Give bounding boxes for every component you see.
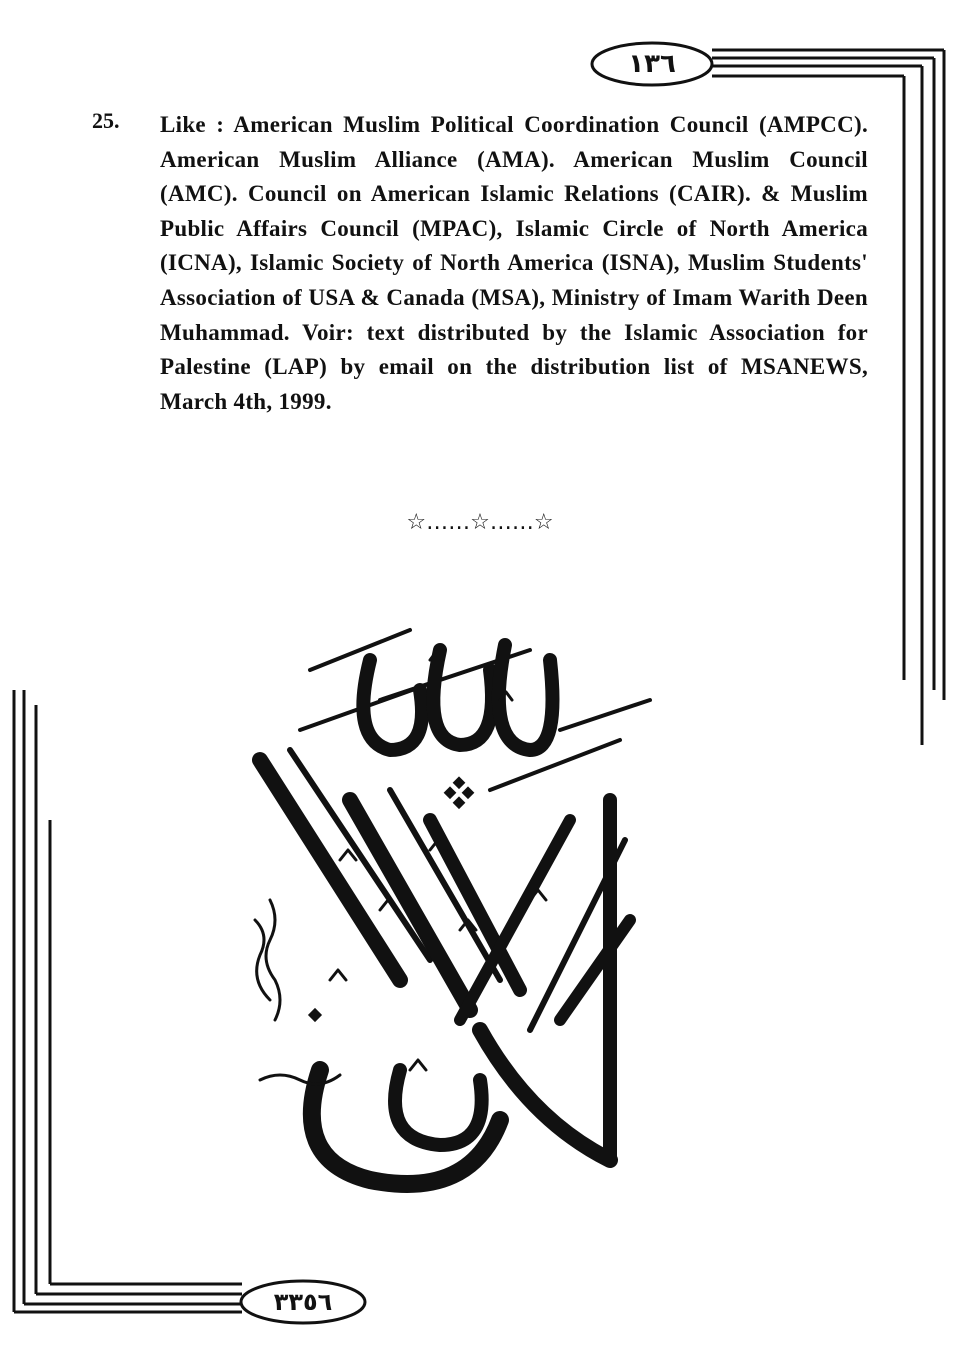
arabic-calligraphy-image	[230, 600, 670, 1220]
footnote-number: 25.	[92, 108, 120, 133]
page-number-bottom: ٣٣٥٦	[273, 1288, 333, 1316]
footnote-text: Like : American Muslim Political Coordination Council (AMPCC). American Muslim Alliance (AMA). American Muslim Council (AMC). Council on American Islamic Relations (CAIR). & Muslim Public Affairs Council (MPAC), Islamic Circle of North America (ICNA), Islamic Society of North America (ISNA), Muslim Students' Association of USA & Canada (MSA), Ministry of Imam Warith Deen Muhammad. Voir: text distributed by the Islamic Association for Palestine (LAP) by email on the distribution list of MSANEWS, March 4th, 1999.	[160, 112, 868, 414]
star-separator: ☆……☆……☆	[406, 510, 554, 535]
page-number-top: ١٣٦	[628, 49, 676, 79]
